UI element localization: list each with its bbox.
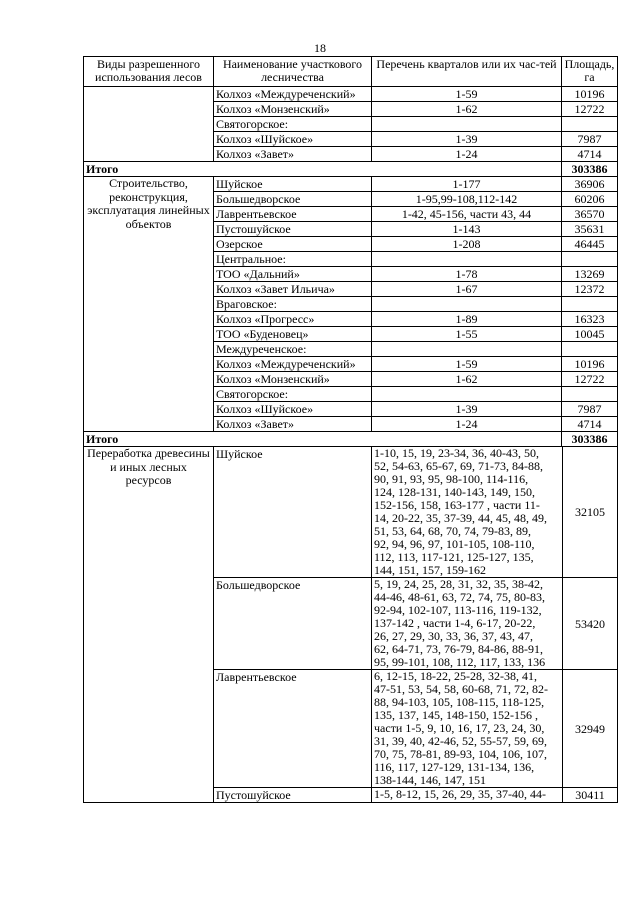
- area-cell: 30411: [575, 788, 605, 802]
- forestry-name-cell: Колхоз «Междуреченский»: [214, 87, 372, 102]
- total-label: Итого: [84, 432, 562, 447]
- area-cell: 7987: [562, 132, 618, 147]
- area-cell: 36570: [562, 207, 618, 222]
- quarters-cell: [372, 387, 562, 402]
- quarters-cell: 1-89: [372, 312, 562, 327]
- forestry-name-cell: Колхоз «Монзенский»: [214, 372, 372, 387]
- area-cell: 12722: [562, 372, 618, 387]
- area-cell: 46445: [562, 237, 618, 252]
- quarters-cell: 1-24: [372, 147, 562, 162]
- quarters-cell: [372, 252, 562, 267]
- area-cell: 60206: [562, 192, 618, 207]
- area-cell: 13269: [562, 267, 618, 282]
- forestry-name-cell: Колхоз «Завет»: [214, 147, 372, 162]
- forestry-name-cell: Колхоз «Завет»: [214, 417, 372, 432]
- header-forestry-name: Наименование участкового лесничества: [214, 57, 372, 87]
- forestry-name-cell: ТОО «Буденовец»: [214, 327, 372, 342]
- area-cell: [562, 297, 618, 312]
- quarters-cell: 1-55: [372, 327, 562, 342]
- use-type-cell: Строительство, реконструкция, эксплуатация линейных объектов: [84, 177, 214, 432]
- quarters-cell: 1-42, 45-156, части 43, 44: [372, 207, 562, 222]
- area-cell: 32105: [575, 505, 605, 519]
- table-row: [84, 447, 618, 578]
- total-row: [84, 432, 618, 447]
- area-cell: 7987: [562, 402, 618, 417]
- forestry-name-cell: Колхоз «Шуйское»: [214, 132, 372, 147]
- total-row: [84, 162, 618, 177]
- quarters-cell: 1-59: [372, 87, 562, 102]
- forestry-name-cell: Междуреченское:: [214, 342, 372, 357]
- header-use-type: Виды разрешенного использования лесов: [84, 57, 214, 87]
- forestry-name-cell: Святогорское:: [214, 117, 372, 132]
- area-cell: 10196: [562, 357, 618, 372]
- forestry-name-cell: ТОО «Дальний»: [214, 267, 372, 282]
- quarters-cell: 1-39: [372, 132, 562, 147]
- quarters-cell: 1-24: [372, 417, 562, 432]
- forestry-name-cell: Центральное:: [214, 252, 372, 267]
- area-cell: 35631: [562, 222, 618, 237]
- area-cell: 16323: [562, 312, 618, 327]
- header-area: Площадь, га: [562, 57, 618, 87]
- quarters-area-cell: [372, 447, 618, 578]
- quarters-cell: 1-10, 15, 19, 23-34, 36, 40-43, 50, 52, 54-63, 65-67, 69, 71-73, 84-88, 90, 91, 93, 95, 98-100, 114-116, 124, 128-131, 140-143, 149, 150, 152-156, 158, 163-177 , части 11- 14, 20-22, 35, 37-39, 44, 45, 48, 49, 51, 53, 64, 68, 70, 74, 79-83, 89, 92, 94, 96, 97, 101-105, 108-110, 112, 113, 117-121, 125-127, 135, 144, 151, 157, 159-162: [372, 447, 563, 577]
- forestry-name-cell: Лаврентьевское: [214, 670, 372, 788]
- forestry-name-cell: Шуйское: [214, 177, 372, 192]
- quarters-area-wrapper: [372, 447, 617, 577]
- quarters-area-wrapper: [372, 578, 617, 669]
- quarters-cell: 1-39: [372, 402, 562, 417]
- area-cell: 53420: [575, 616, 605, 631]
- page-number: 18: [314, 41, 326, 55]
- area-cell: 4714: [562, 147, 618, 162]
- quarters-cell: [372, 297, 562, 312]
- area-cell: 4714: [562, 417, 618, 432]
- forestry-name-cell: Большедворское: [214, 192, 372, 207]
- area-cell: 12372: [562, 282, 618, 297]
- use-type-cell: [84, 87, 214, 162]
- forestry-name-cell: Пустошуйское: [214, 788, 372, 803]
- forestry-name-cell: Колхоз «Прогресс»: [214, 312, 372, 327]
- quarters-cell: [372, 342, 562, 357]
- quarters-area-cell: [372, 578, 618, 670]
- forestry-name-cell: Большедворское: [214, 578, 372, 670]
- quarters-cell: [372, 117, 562, 132]
- table-header-row: [84, 57, 618, 87]
- area-cell: 10045: [562, 327, 618, 342]
- area-cell: 36906: [562, 177, 618, 192]
- quarters-cell: 1-208: [372, 237, 562, 252]
- forestry-name-cell: Колхоз «Монзенский»: [214, 102, 372, 117]
- forestry-name-cell: Лаврентьевское: [214, 207, 372, 222]
- forestry-name-cell: Враговское:: [214, 297, 372, 312]
- quarters-cell: 1-95,99-108,112-142: [372, 192, 562, 207]
- quarters-cell: 1-78: [372, 267, 562, 282]
- total-value: 303386: [562, 432, 618, 447]
- forestry-name-cell: Пустошуйское: [214, 222, 372, 237]
- use-type-cell: Переработка древесины и иных лесных ресурсов: [84, 447, 214, 803]
- area-cell: [562, 252, 618, 267]
- quarters-area-cell: [372, 788, 618, 803]
- forestry-name-cell: Колхоз «Шуйское»: [214, 402, 372, 417]
- table-row: [84, 177, 618, 192]
- area-cell: 12722: [562, 102, 618, 117]
- header-quarters-list: Перечень кварталов или их час-тей: [372, 57, 562, 87]
- forestry-name-cell: Колхоз «Междуреченский»: [214, 357, 372, 372]
- total-value: 303386: [562, 162, 618, 177]
- quarters-area-wrapper: [372, 788, 617, 802]
- area-cell: 10196: [562, 87, 618, 102]
- quarters-cell: 1-62: [372, 102, 562, 117]
- forestry-name-cell: Колхоз «Завет Ильича»: [214, 282, 372, 297]
- total-label: Итого: [84, 162, 562, 177]
- area-cell: [562, 342, 618, 357]
- area-cell: [562, 117, 618, 132]
- quarters-area-wrapper: [372, 670, 617, 787]
- forest-use-table: [83, 56, 618, 803]
- quarters-cell: 1-62: [372, 372, 562, 387]
- quarters-cell: 1-5, 8-12, 15, 26, 29, 35, 37-40, 44-: [372, 788, 563, 802]
- quarters-cell: 1-67: [372, 282, 562, 297]
- area-cell: [562, 387, 618, 402]
- area-cell: 32949: [575, 721, 605, 736]
- table-row: [84, 87, 618, 102]
- quarters-cell: 5, 19, 24, 25, 28, 31, 32, 35, 38-42, 44-46, 48-61, 63, 72, 74, 75, 80-83, 92-94, 102-107, 113-116, 119-132, 137-142 , части 1-4, 6-17, 20-22, 26, 27, 29, 30, 33, 36, 37, 43, 47, 62, 64-71, 73, 76-79, 84-86, 88-91, 95, 99-101, 108, 112, 117, 133, 136: [372, 578, 563, 669]
- quarters-cell: 1-143: [372, 222, 562, 237]
- quarters-cell: 6, 12-15, 18-22, 25-28, 32-38, 41, 47-51, 53, 54, 58, 60-68, 71, 72, 82- 88, 94-103, 105, 108-115, 118-125, 135, 137, 145, 148-150, 152-156 , части 1-5, 9, 10, 16, 17, 23, 24, 30, 31, 39, 40, 42-46, 52, 55-57, 59, 69, 70, 75, 78-81, 89-93, 104, 106, 107, 116, 117, 127-129, 131-134, 136, 138-144, 146, 147, 151: [372, 670, 563, 787]
- forestry-name-cell: Святогорское:: [214, 387, 372, 402]
- forestry-name-cell: Озерское: [214, 237, 372, 252]
- quarters-area-cell: [372, 670, 618, 788]
- quarters-cell: 1-59: [372, 357, 562, 372]
- forestry-name-cell: Шуйское: [214, 447, 372, 578]
- quarters-cell: 1-177: [372, 177, 562, 192]
